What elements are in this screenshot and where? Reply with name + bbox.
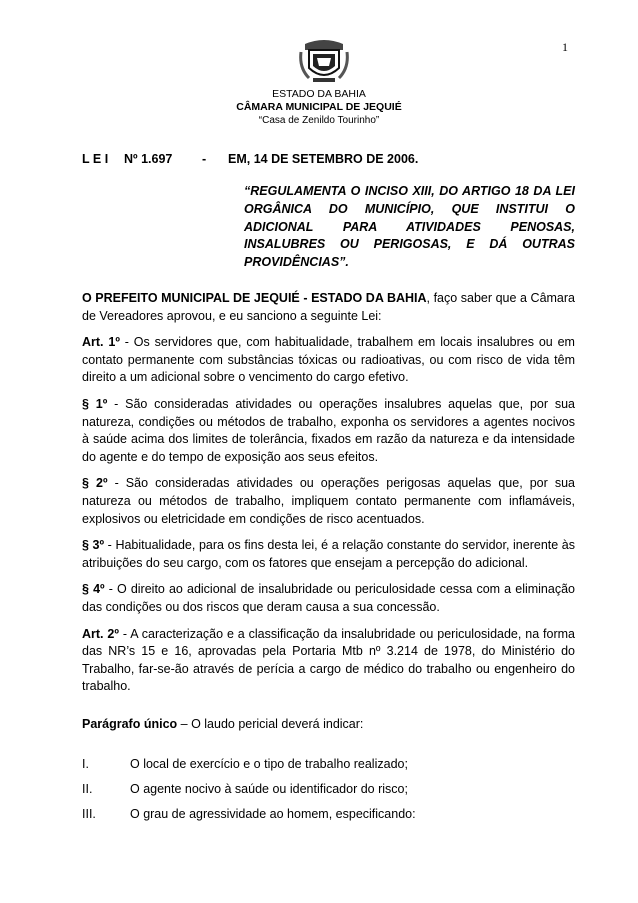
paragraph-text: , faço saber que a Câmara de Vereadores aprovou, e eu sanciono a seguinte Lei: [82, 291, 575, 323]
paragraph-lead: § 2º [82, 476, 108, 491]
paragraph-text: - A caracterização e a classificação da insalubridade ou periculosidade, na forma das NR’s 15 e 16, aprovadas pela Portaria Mtb nº 3.214 de 1978, do Ministério do Trabalho, far-se-ão através de perícia a cargo de médico do trabalho ou engenheiro do trabalho. [82, 626, 575, 694]
list-item-number: I. [82, 757, 89, 771]
paragraph-text: - São consideradas atividades ou operações perigosas aquelas que, por sua natureza ou métodos de trabalho, impliquem contato permanente com inflamáveis, explosivos ou eletricidade em condições de risco acentuados. [82, 476, 575, 526]
paragraph-text: - Habitualidade, para os fins desta lei, é a relação constante do servidor, inerente às atribuições do seu cargo, com os fatores que ensejam a percepção do adicional. [82, 538, 575, 570]
paragraph [82, 581, 575, 616]
list-item [82, 782, 575, 807]
paragraph [82, 334, 575, 387]
paragraph-text: - Os servidores que, com habitualidade, trabalhem em locais insalubres ou em contato permanente com substâncias tóxicas ou radioativas, ou com risco de vida têm direito a um adicional sobre o vencimento do cargo efetivo. [82, 335, 575, 385]
law-body [82, 290, 575, 742]
list-item-text: O agente nocivo à saúde ou identificador do risco; [130, 782, 408, 796]
law-number: Nº 1.697 [124, 152, 173, 166]
list-item [82, 807, 575, 832]
paragraph [82, 290, 575, 325]
paragraph-lead: O PREFEITO MUNICIPAL DE JEQUIÉ - ESTADO DA BAHIA [82, 291, 427, 305]
paragraph-lead: Parágrafo único [82, 716, 178, 731]
list-item-number: III. [82, 807, 96, 821]
chamber-heading: CÂMARA MUNICIPAL DE JEQUIÉ [236, 101, 402, 113]
paragraph-lead: § 1º [82, 396, 108, 411]
item-list [82, 757, 575, 832]
paragraph-lead: § 3º [82, 538, 105, 553]
law-date: EM, 14 DE SETEMBRO DE 2006. [228, 152, 419, 166]
paragraph [82, 626, 575, 696]
paragraph [82, 475, 575, 528]
paragraph-lead: Art. 1º [82, 335, 120, 350]
page-number: 1 [562, 40, 568, 54]
list-item [82, 757, 575, 782]
house-subtitle: “Casa de Zenildo Tourinho” [258, 115, 380, 126]
list-item-number: II. [82, 782, 93, 796]
paragraph-text: - O direito ao adicional de insalubridade ou periculosidade cessa com a eliminação das condições ou dos riscos que deram causa a sua concessão. [82, 582, 575, 614]
paragraph [82, 396, 575, 466]
paragraph-lead: Art. 2º [82, 626, 119, 641]
municipal-coat-of-arms-icon [299, 38, 349, 84]
list-item-text: O grau de agressividade ao homem, especificando: [130, 807, 416, 821]
paragraph [82, 716, 575, 734]
law-type: L E I [82, 152, 109, 166]
law-summary: “REGULAMENTA O INCISO XIII, DO ARTIGO 18 DA LEI ORGÂNICA DO MUNICÍPIO, QUE INSTITUI O ADICIONAL PARA ATIVIDADES PENOSAS, INSALUBRES OU PERIGOSAS, E DÁ OUTRAS PROVIDÊNCIAS”. [244, 184, 575, 270]
paragraph-lead: § 4º [82, 582, 105, 597]
state-heading: ESTADO DA BAHIA [272, 88, 366, 100]
paragraph-text: - São consideradas atividades ou operações insalubres aquelas que, por sua natureza, condições ou métodos de trabalho, exponha os servidores a agentes nocivos à saúde acima dos limites de tolerância, fixados em razão da natureza e da intensidade do agente e do tempo de exposição aos seus efeitos. [82, 396, 575, 464]
list-item-text: O local de exercício e o tipo de trabalho realizado; [130, 757, 408, 771]
paragraph [82, 537, 575, 572]
law-dash: - [202, 152, 207, 166]
paragraph-text: – O laudo pericial deverá indicar: [177, 716, 364, 731]
